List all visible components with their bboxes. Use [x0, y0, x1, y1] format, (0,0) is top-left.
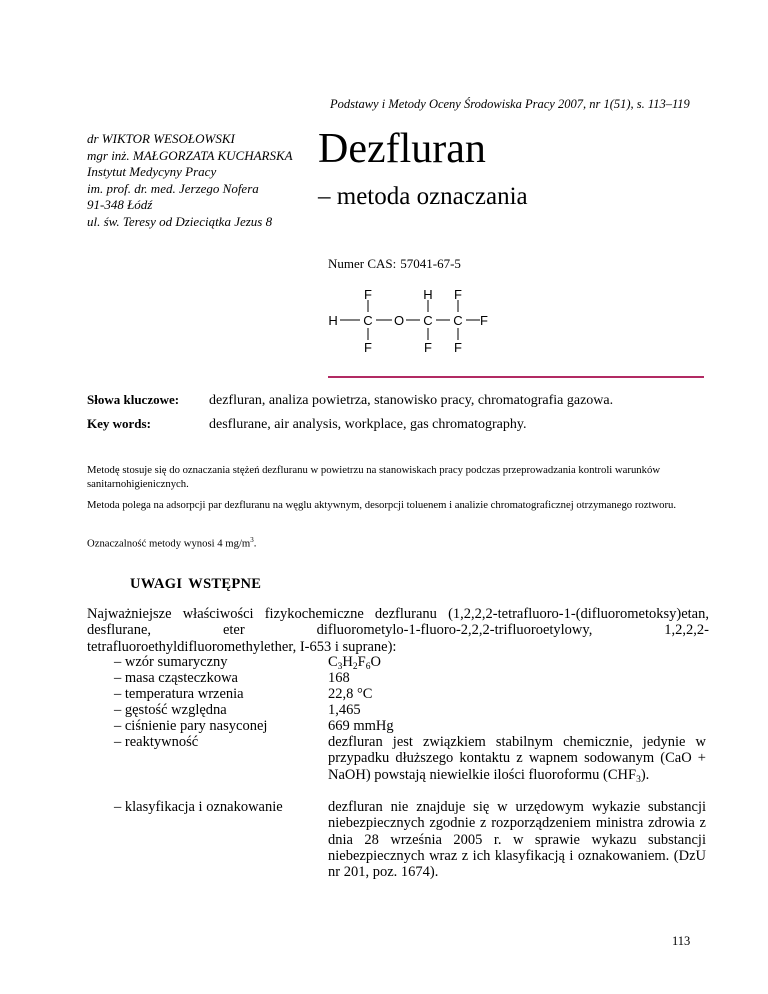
affiliation-line: im. prof. dr. med. Jerzego Nofera: [87, 180, 259, 196]
property-label: – reaktywność: [114, 734, 199, 750]
atom-o: O: [393, 313, 405, 328]
atom-c: C: [423, 313, 433, 328]
formula-part: C: [328, 654, 338, 670]
formula-part: F: [357, 654, 366, 670]
keywords-label: Słowa kluczowe:: [87, 392, 180, 407]
property-value: [328, 734, 706, 783]
affiliation-line: Instytut Medycyny Pracy: [87, 164, 217, 179]
abstract-text: Oznaczalność metody wynosi 4 mg/m: [87, 537, 251, 550]
address-line: 91-348 Łódź: [87, 197, 153, 212]
property-label: – wzór sumaryczny: [114, 654, 228, 670]
author-line: dr WIKTOR WESOŁOWSKI: [87, 131, 235, 146]
keywords-text: desflurane, air analysis, workplace, gas chromatography.: [209, 417, 527, 432]
property-value: 669 mmHg: [328, 718, 394, 734]
page-number: 113: [672, 934, 691, 948]
structural-formula: [328, 286, 488, 356]
article-subtitle: – metoda oznaczania: [318, 183, 528, 210]
property-value: 168: [328, 670, 350, 686]
cas-label: Numer CAS:: [328, 256, 397, 271]
abstract-paragraph: [87, 533, 707, 551]
atom-h: H: [328, 313, 338, 328]
atom-f: F: [454, 287, 462, 302]
section-heading: [130, 576, 261, 593]
value-text: dezfluran jest związkiem stabilnym chemicznie, jedynie w przypadku dłuższego kontaktu z wapnem sodowanym (CaO + NaOH) powstają niewielkie ilości fluoroformu (CHF: [328, 734, 706, 783]
intro-paragraph: Najważniejsze właściwości fizykochemiczne dezfluranu (1,2,2,2-tetrafluoro-1-(difluorometoksy)etan, desflurane, eter difluorometylo-1-fluoro-2,2,2-trifluoroetylowy, 1,2,2,2-tetrafluoroethyldifluoromethylether, I-653 i suprane):: [87, 606, 709, 655]
molecular-formula: [328, 654, 706, 670]
property-value: 22,8 °C: [328, 686, 373, 702]
cas-number: [328, 256, 461, 272]
formula-part: H: [342, 654, 353, 670]
property-label: – masa cząsteczkowa: [114, 670, 238, 686]
formula-sub: 3: [337, 662, 343, 672]
atom-f: F: [454, 340, 462, 355]
superscript: 3: [250, 536, 254, 544]
abstract-paragraph: Metoda polega na adsorpcji par dezfluranu na węglu aktywnym, desorpcji toluenem i analizie chromatograficznej otrzymanego roztworu.: [87, 499, 677, 511]
atom-f: F: [364, 340, 372, 355]
property-value: dezfluran nie znajduje się w urzędowym wykazie substancji niebezpiecznych zgodnie z rozporządzeniem ministra zdrowia z dnia 28 września 2005 r. w sprawie wykazu substancji niebezpiecznych wraz z ich klasyfikacją i oznakowaniem. (DzU nr 201, poz. 1674).: [328, 799, 706, 881]
section-divider: [328, 376, 704, 378]
journal-citation: Podstawy i Metody Oceny Środowiska Pracy 2007, nr 1(51), s. 113–119: [330, 97, 690, 111]
author-line: mgr inż. MAŁGORZATA KUCHARSKA: [87, 147, 293, 163]
property-label: – temperatura wrzenia: [114, 686, 244, 702]
keywords-polish: [87, 392, 707, 409]
property-value: 1,465: [328, 702, 361, 718]
address-line: ul. św. Teresy od Dzieciątka Jezus 8: [87, 213, 273, 229]
abstract-paragraph: Metodę stosuje się do oznaczania stężeń dezfluranu w powietrzu na stanowiskach pracy podczas przeprowadzania kontroli warunków sanitarnohigienicznych.: [87, 464, 661, 490]
cas-value: 57041-67-5: [400, 256, 461, 271]
abstract-text: .: [253, 537, 257, 550]
author-block: [87, 131, 293, 230]
article-title: Dezfluran: [318, 126, 486, 172]
atom-c: C: [453, 313, 463, 328]
keywords-label: Key words:: [87, 416, 151, 431]
formula-sub: 3: [636, 774, 641, 785]
heading-word: UWAGI: [130, 576, 183, 592]
atom-h: H: [423, 287, 433, 302]
property-label: – klasyfikacja i oznakowanie: [114, 799, 283, 815]
heading-word: WSTĘPNE: [188, 576, 262, 592]
formula-sub: 6: [365, 662, 371, 672]
atom-c: C: [363, 313, 373, 328]
property-label: – ciśnienie pary nasyconej: [114, 718, 268, 734]
value-text: ).: [640, 766, 650, 783]
atom-f: F: [364, 287, 372, 302]
atom-f: F: [424, 340, 432, 355]
formula-sub: 2: [352, 662, 358, 672]
atom-f: F: [480, 313, 488, 328]
formula-part: O: [370, 654, 381, 670]
keywords-english: [87, 416, 707, 433]
keywords-text: dezfluran, analiza powietrza, stanowisko pracy, chromatografia gazowa.: [209, 393, 614, 408]
property-label: – gęstość względna: [114, 702, 227, 718]
